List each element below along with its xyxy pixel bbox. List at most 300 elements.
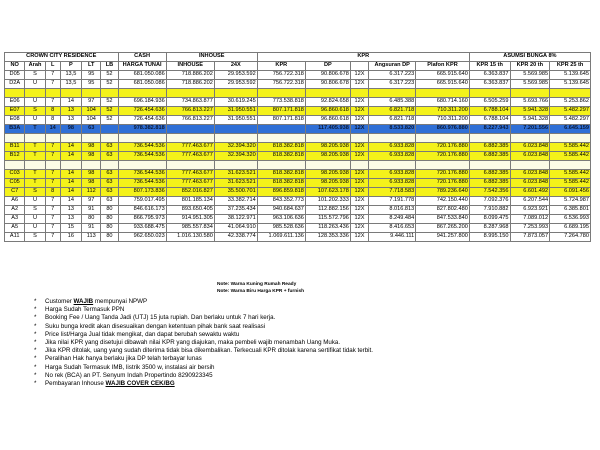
table-cell: D05 bbox=[5, 71, 25, 80]
table-cell: 12X bbox=[350, 116, 368, 125]
note-item bbox=[34, 355, 554, 363]
table-cell: 6.363.837 bbox=[469, 80, 510, 89]
table-cell bbox=[369, 134, 416, 143]
table-cell bbox=[305, 134, 350, 143]
table-cell bbox=[166, 125, 214, 134]
table-cell: 7 bbox=[45, 98, 60, 107]
table-cell: 5.139.645 bbox=[550, 80, 591, 89]
table-cell: 112.882.156 bbox=[305, 206, 350, 215]
table-cell: A11 bbox=[5, 233, 25, 242]
table-cell: C05 bbox=[5, 179, 25, 188]
column-header: LB bbox=[101, 62, 118, 71]
table-cell: 91 bbox=[82, 206, 101, 215]
table-cell: 63 bbox=[101, 170, 118, 179]
table-cell bbox=[25, 89, 45, 98]
table-cell: 6.385.801 bbox=[550, 206, 591, 215]
table-cell: 31.950.551 bbox=[214, 116, 257, 125]
table-cell: 914.951.305 bbox=[166, 215, 214, 224]
bullet-glyph: * bbox=[34, 363, 37, 371]
table-cell: 41.064.910 bbox=[214, 224, 257, 233]
table-cell: 5.482.297 bbox=[550, 116, 591, 125]
column-header: KPR 15 th bbox=[469, 62, 510, 71]
table-cell: 6.023.848 bbox=[510, 179, 550, 188]
table-cell bbox=[45, 134, 60, 143]
table-cell bbox=[469, 89, 510, 98]
table-cell: 9.446.111 bbox=[369, 233, 416, 242]
table-cell: T bbox=[25, 125, 45, 134]
table-row bbox=[5, 89, 591, 98]
table-cell: A3 bbox=[5, 215, 25, 224]
table-cell: 7 bbox=[45, 215, 60, 224]
table-cell: 6.882.385 bbox=[469, 152, 510, 161]
bullet-glyph: * bbox=[34, 347, 37, 355]
table-cell: 91 bbox=[82, 224, 101, 233]
table-cell: 6.933.828 bbox=[369, 152, 416, 161]
table-cell: 115.572.796 bbox=[305, 215, 350, 224]
table-cell: 962.650.023 bbox=[118, 233, 166, 242]
table-cell: 893.650.405 bbox=[166, 206, 214, 215]
table-cell: 7.264.780 bbox=[550, 233, 591, 242]
table-cell bbox=[257, 161, 305, 170]
table-cell: 112 bbox=[82, 188, 101, 197]
table-cell: 860.976.880 bbox=[416, 125, 470, 134]
table-cell: 7.910.882 bbox=[469, 206, 510, 215]
note-text: Peralihan Hak hanya berlaku jika DP telah terbayar lunas bbox=[45, 355, 202, 363]
table-cell: 6.023.848 bbox=[510, 152, 550, 161]
table-row bbox=[5, 233, 591, 242]
table-cell: 7.542.356 bbox=[469, 188, 510, 197]
table-cell: 8.533.820 bbox=[369, 125, 416, 134]
note-blue: Note: Warna Biru Harga KPR + furnish bbox=[217, 289, 305, 294]
table-cell: 896.859.818 bbox=[257, 188, 305, 197]
table-cell: 773.538.818 bbox=[257, 98, 305, 107]
table-cell: 5.482.297 bbox=[550, 107, 591, 116]
table-cell: 777.463.677 bbox=[166, 152, 214, 161]
table-cell: 35.500.701 bbox=[214, 188, 257, 197]
table-row bbox=[5, 80, 591, 89]
table-row bbox=[5, 98, 591, 107]
table-row bbox=[5, 224, 591, 233]
table-cell: 7.191.778 bbox=[369, 197, 416, 206]
table-cell: T bbox=[25, 170, 45, 179]
table-cell: 5.941.328 bbox=[510, 116, 550, 125]
table-cell: 6.363.837 bbox=[469, 71, 510, 80]
table-cell: 5.585.442 bbox=[550, 143, 591, 152]
table-cell: 98 bbox=[82, 143, 101, 152]
table-cell: 13 bbox=[60, 215, 81, 224]
table-cell bbox=[510, 161, 550, 170]
table-cell: 128.353.336 bbox=[305, 233, 350, 242]
table-cell: 96.860.618 bbox=[305, 116, 350, 125]
column-header: INHOUSE bbox=[166, 62, 214, 71]
table-cell bbox=[550, 89, 591, 98]
table-cell: S bbox=[25, 233, 45, 242]
asumsi-header: ASUMSI BUNGA 8% bbox=[469, 53, 590, 62]
table-cell: 6.505.259 bbox=[469, 98, 510, 107]
table-cell: 818.382.818 bbox=[257, 170, 305, 179]
column-header: KPR bbox=[257, 62, 305, 71]
bullet-glyph: * bbox=[34, 322, 37, 330]
table-cell: 13 bbox=[60, 116, 81, 125]
table-cell: 42.338.774 bbox=[214, 233, 257, 242]
table-cell: 63 bbox=[101, 188, 118, 197]
column-header: 24X bbox=[214, 62, 257, 71]
table-cell bbox=[45, 161, 60, 170]
table-cell: 113 bbox=[82, 233, 101, 242]
table-cell: 29.953.592 bbox=[214, 71, 257, 80]
table-cell bbox=[101, 125, 118, 134]
table-cell: 6.923.921 bbox=[510, 206, 550, 215]
table-cell: 734.863.877 bbox=[166, 98, 214, 107]
table-cell: 8 bbox=[45, 188, 60, 197]
table-cell: 12X bbox=[350, 215, 368, 224]
table-cell: 8.416.653 bbox=[369, 224, 416, 233]
table-cell: 985.557.834 bbox=[166, 224, 214, 233]
table-cell: 14 bbox=[60, 179, 81, 188]
table-cell bbox=[350, 89, 368, 98]
table-cell: 5.941.328 bbox=[510, 107, 550, 116]
table-cell: 80 bbox=[82, 215, 101, 224]
table-cell: 13,5 bbox=[60, 71, 81, 80]
table-cell: 63 bbox=[101, 197, 118, 206]
table-cell: 6.536.993 bbox=[550, 215, 591, 224]
table-cell bbox=[60, 161, 81, 170]
table-row bbox=[5, 179, 591, 188]
table-cell: 807.171.818 bbox=[257, 116, 305, 125]
table-cell: 98.205.938 bbox=[305, 152, 350, 161]
table-cell: E08 bbox=[5, 116, 25, 125]
note-item bbox=[34, 364, 554, 372]
table-row bbox=[5, 134, 591, 143]
table-cell: 759.017.495 bbox=[118, 197, 166, 206]
table-row bbox=[5, 116, 591, 125]
table-cell: 7 bbox=[45, 170, 60, 179]
table-cell: 6.788.104 bbox=[469, 116, 510, 125]
note-text: No rek (BCA) an PT. Senyum Indah Propertindo 8290923345 bbox=[45, 371, 213, 379]
table-cell: 6.689.195 bbox=[550, 224, 591, 233]
table-cell: 63 bbox=[82, 125, 101, 134]
table-cell: 867.265.200 bbox=[416, 224, 470, 233]
table-cell: 63 bbox=[101, 143, 118, 152]
table-cell bbox=[350, 134, 368, 143]
table-cell bbox=[118, 89, 166, 98]
table-cell: 5.253.862 bbox=[550, 98, 591, 107]
table-cell: 5.585.442 bbox=[550, 179, 591, 188]
table-cell bbox=[5, 161, 25, 170]
table-cell bbox=[214, 134, 257, 143]
table-cell: 5.724.987 bbox=[550, 197, 591, 206]
table-cell: 7 bbox=[45, 179, 60, 188]
table-cell: 90.806.678 bbox=[305, 80, 350, 89]
price-table bbox=[4, 52, 591, 242]
table-row bbox=[5, 71, 591, 80]
table-cell bbox=[305, 89, 350, 98]
table-cell: 12X bbox=[350, 107, 368, 116]
table-cell bbox=[416, 161, 470, 170]
table-cell: 6.788.104 bbox=[469, 107, 510, 116]
column-header: Angsuran DP bbox=[369, 62, 416, 71]
table-cell bbox=[82, 161, 101, 170]
table-cell bbox=[101, 161, 118, 170]
table-cell: 12X bbox=[350, 170, 368, 179]
note-text: Pembayaran Inhouse bbox=[45, 380, 106, 388]
table-cell: 12X bbox=[350, 143, 368, 152]
table-cell: 52 bbox=[101, 71, 118, 80]
table-cell: 681.050.086 bbox=[118, 71, 166, 80]
table-cell bbox=[101, 134, 118, 143]
table-cell: 13 bbox=[60, 206, 81, 215]
project-title: CROWN CITY RESIDENCE bbox=[5, 53, 119, 62]
table-cell: 756.722.318 bbox=[257, 71, 305, 80]
table-cell bbox=[118, 134, 166, 143]
table-cell: 736.544.536 bbox=[118, 152, 166, 161]
table-cell bbox=[214, 161, 257, 170]
table-cell bbox=[82, 89, 101, 98]
table-cell: 1.016.130.580 bbox=[166, 233, 214, 242]
table-cell: 720.176.880 bbox=[416, 152, 470, 161]
table-cell: 12X bbox=[350, 80, 368, 89]
table-cell bbox=[550, 134, 591, 143]
table-row bbox=[5, 197, 591, 206]
table-cell: 14 bbox=[60, 170, 81, 179]
table-cell bbox=[510, 89, 550, 98]
note-item bbox=[34, 314, 554, 322]
table-cell: 7 bbox=[45, 71, 60, 80]
table-cell: 5.139.645 bbox=[550, 71, 591, 80]
table-cell: 14 bbox=[60, 188, 81, 197]
table-cell: 104 bbox=[82, 107, 101, 116]
note-text-tail: mempunyai NPWP bbox=[93, 298, 148, 305]
table-cell: 8 bbox=[45, 107, 60, 116]
table-cell: 6.317.223 bbox=[369, 80, 416, 89]
table-cell: 846.616.173 bbox=[118, 206, 166, 215]
table-cell: 7 bbox=[45, 197, 60, 206]
table-cell: 32.394.320 bbox=[214, 143, 257, 152]
table-cell bbox=[469, 134, 510, 143]
table-cell: S bbox=[25, 107, 45, 116]
table-cell: 117.405.938 bbox=[305, 125, 350, 134]
table-cell: B11 bbox=[5, 143, 25, 152]
table-cell: 8.099.475 bbox=[469, 215, 510, 224]
table-cell: 98 bbox=[82, 179, 101, 188]
table-cell: 852.016.827 bbox=[166, 188, 214, 197]
table-cell: 710.311.200 bbox=[416, 116, 470, 125]
note-item bbox=[34, 323, 554, 331]
note-emphasis: WAJIB bbox=[73, 298, 94, 305]
table-cell: 807.173.836 bbox=[118, 188, 166, 197]
table-cell: 777.463.677 bbox=[166, 170, 214, 179]
inhouse-header: INHOUSE bbox=[166, 53, 257, 62]
table-cell: A6 bbox=[5, 197, 25, 206]
note-text: Harga Sudah Termasuk PPN bbox=[45, 306, 125, 314]
table-cell: 801.185.134 bbox=[166, 197, 214, 206]
table-cell bbox=[469, 161, 510, 170]
table-row bbox=[5, 152, 591, 161]
table-cell: 7.089.012 bbox=[510, 215, 550, 224]
note-item bbox=[34, 331, 554, 339]
table-cell: 766.813.227 bbox=[166, 116, 214, 125]
table-cell: 16 bbox=[60, 233, 81, 242]
table-cell: 8 bbox=[45, 116, 60, 125]
note-text: Harga Sudah Termasuk IMB, listrik 3500 w, instalasi air bersih bbox=[45, 363, 215, 371]
table-cell: 14 bbox=[60, 152, 81, 161]
table-cell: T bbox=[25, 179, 45, 188]
table-cell: 978.382.818 bbox=[118, 125, 166, 134]
table-cell: 847.533.840 bbox=[416, 215, 470, 224]
column-header: KPR 25 th bbox=[550, 62, 591, 71]
bullet-glyph: * bbox=[34, 339, 37, 347]
table-cell: 6.882.385 bbox=[469, 170, 510, 179]
terms-list bbox=[34, 298, 554, 388]
table-cell: 742.150.440 bbox=[416, 197, 470, 206]
table-cell: 6.601.492 bbox=[510, 188, 550, 197]
table-cell: 6.882.385 bbox=[469, 143, 510, 152]
table-cell: 97 bbox=[82, 98, 101, 107]
table-cell: 31.950.551 bbox=[214, 107, 257, 116]
table-cell: 720.176.880 bbox=[416, 143, 470, 152]
table-cell: 818.382.818 bbox=[257, 179, 305, 188]
cash-header: CASH bbox=[118, 53, 166, 62]
table-cell: 6.023.848 bbox=[510, 170, 550, 179]
table-cell: 7 bbox=[45, 224, 60, 233]
table-cell bbox=[369, 89, 416, 98]
table-cell: 63 bbox=[101, 179, 118, 188]
table-cell: 736.544.536 bbox=[118, 179, 166, 188]
table-cell: E07 bbox=[5, 107, 25, 116]
table-cell: 6.317.223 bbox=[369, 71, 416, 80]
table-cell: 98.205.938 bbox=[305, 170, 350, 179]
table-cell: 726.454.636 bbox=[118, 107, 166, 116]
table-cell: 15 bbox=[60, 224, 81, 233]
table-cell: 107.623.178 bbox=[305, 188, 350, 197]
table-cell: 13,5 bbox=[60, 80, 81, 89]
table-cell: A5 bbox=[5, 224, 25, 233]
table-cell: 8.995.150 bbox=[469, 233, 510, 242]
column-header: HARGA TUNAI bbox=[118, 62, 166, 71]
table-row bbox=[5, 161, 591, 170]
table-cell bbox=[45, 89, 60, 98]
table-cell: 665.915.640 bbox=[416, 80, 470, 89]
table-cell: 766.813.227 bbox=[166, 107, 214, 116]
table-cell: 710.311.200 bbox=[416, 107, 470, 116]
table-cell: 31.623.521 bbox=[214, 170, 257, 179]
bullet-glyph: * bbox=[34, 330, 37, 338]
bullet-glyph: * bbox=[34, 306, 37, 314]
table-cell: 12X bbox=[350, 197, 368, 206]
column-header: P bbox=[60, 62, 81, 71]
table-cell bbox=[166, 161, 214, 170]
table-cell bbox=[82, 134, 101, 143]
column-header: NO bbox=[5, 62, 25, 71]
table-cell: 80 bbox=[101, 206, 118, 215]
table-cell: 52 bbox=[101, 107, 118, 116]
price-list-sheet bbox=[0, 52, 600, 242]
table-cell: 718.886.202 bbox=[166, 80, 214, 89]
table-row bbox=[5, 125, 591, 134]
table-cell: S bbox=[25, 206, 45, 215]
table-cell: S bbox=[25, 188, 45, 197]
table-cell bbox=[257, 89, 305, 98]
table-cell: U bbox=[25, 197, 45, 206]
table-cell bbox=[416, 89, 470, 98]
table-cell: 6.882.385 bbox=[469, 179, 510, 188]
table-cell: 7 bbox=[45, 80, 60, 89]
table-cell: 720.176.880 bbox=[416, 179, 470, 188]
table-row bbox=[5, 170, 591, 179]
table-cell: 52 bbox=[101, 116, 118, 125]
table-cell: 5.693.766 bbox=[510, 98, 550, 107]
column-header: KPR 20 th bbox=[510, 62, 550, 71]
table-cell: 63 bbox=[101, 152, 118, 161]
table-cell: 12X bbox=[350, 179, 368, 188]
table-cell: 818.382.818 bbox=[257, 143, 305, 152]
table-cell: 12X bbox=[350, 206, 368, 215]
table-cell: 14 bbox=[60, 197, 81, 206]
table-cell: 12X bbox=[350, 188, 368, 197]
table-cell: 32.394.320 bbox=[214, 152, 257, 161]
bullet-glyph: * bbox=[34, 298, 37, 305]
table-cell: 665.915.640 bbox=[416, 71, 470, 80]
table-cell: 6.091.456 bbox=[550, 188, 591, 197]
table-cell: 14 bbox=[60, 143, 81, 152]
table-cell: 52 bbox=[101, 80, 118, 89]
table-cell: 681.050.086 bbox=[118, 80, 166, 89]
note-emphasis: WAJIB COVER CEK/BG bbox=[105, 380, 175, 388]
table-cell: 7.718.583 bbox=[369, 188, 416, 197]
table-cell bbox=[101, 89, 118, 98]
table-cell: 736.544.536 bbox=[118, 143, 166, 152]
table-cell: B3A bbox=[5, 125, 25, 134]
note-item bbox=[34, 339, 554, 347]
note-text: Price list/Harga Jual tidak mengikat, dan dapat berubah sewaktu waktu bbox=[45, 330, 240, 338]
note-yellow: Note: Warna Kuning Rumah Ready bbox=[217, 282, 297, 287]
table-cell: 30.619.245 bbox=[214, 98, 257, 107]
table-cell: 7 bbox=[45, 206, 60, 215]
table-row bbox=[5, 188, 591, 197]
table-cell: 98 bbox=[82, 152, 101, 161]
table-cell: 101.202.333 bbox=[305, 197, 350, 206]
table-cell bbox=[416, 134, 470, 143]
table-cell: 6.821.718 bbox=[369, 107, 416, 116]
table-cell: 6.207.544 bbox=[510, 197, 550, 206]
table-cell: U bbox=[25, 98, 45, 107]
table-cell: 13 bbox=[60, 107, 81, 116]
table-cell: 80 bbox=[101, 233, 118, 242]
table-cell: 104 bbox=[82, 116, 101, 125]
note-item bbox=[34, 298, 554, 306]
table-cell: 985.528.636 bbox=[257, 224, 305, 233]
note-item bbox=[34, 380, 554, 388]
table-cell: 5.569.985 bbox=[510, 71, 550, 80]
table-cell: 95 bbox=[82, 80, 101, 89]
table-cell bbox=[369, 161, 416, 170]
table-cell: 7.873.057 bbox=[510, 233, 550, 242]
column-header: LT bbox=[82, 62, 101, 71]
note-text: Booking Fee / Uang Tanda Jadi (UTJ) 15 juta rupiah. Dan berlaku untuk 7 hari kerja. bbox=[45, 314, 276, 322]
table-cell bbox=[550, 161, 591, 170]
table-cell bbox=[5, 89, 25, 98]
note-text: Suku bunga kredit akan disesuaikan dengan ketentuan pihak bank saat realisasi bbox=[45, 322, 266, 330]
table-cell: 777.463.677 bbox=[166, 143, 214, 152]
table-cell: 5.569.985 bbox=[510, 80, 550, 89]
table-cell: 12X bbox=[350, 71, 368, 80]
table-cell: 38.122.971 bbox=[214, 215, 257, 224]
table-cell: 14 bbox=[60, 98, 81, 107]
table-row bbox=[5, 107, 591, 116]
table-cell: 5.585.442 bbox=[550, 170, 591, 179]
table-cell: 8.227.943 bbox=[469, 125, 510, 134]
table-cell bbox=[118, 161, 166, 170]
